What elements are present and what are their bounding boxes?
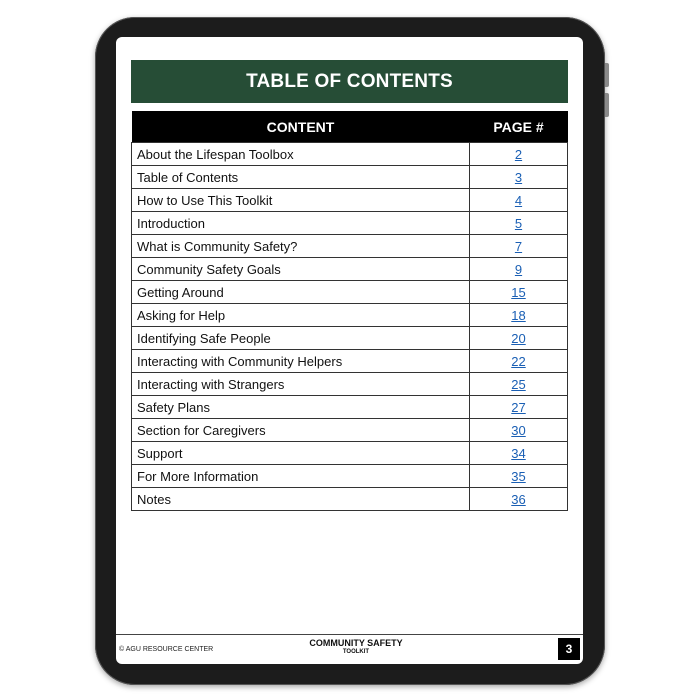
toc-entry-page-cell [470,166,568,189]
toc-entry-page-cell [470,304,568,327]
toc-entry-page-cell [470,350,568,373]
toc-row [132,143,568,166]
toc-entry-title: Interacting with Strangers [132,373,470,396]
toc-entry-title: Asking for Help [132,304,470,327]
footer-title [296,639,416,655]
toc-entry-page-cell [470,258,568,281]
page-column-header: PAGE # [470,111,568,143]
toc-row [132,327,568,350]
toc-entry-title: Notes [132,488,470,511]
toc-entry-title: About the Lifespan Toolbox [132,143,470,166]
toc-page-link[interactable]: 3 [514,169,523,185]
toc-table [131,111,568,511]
footer-title-sub: TOOLKIT [342,649,370,655]
toc-entry-page-cell [470,143,568,166]
toc-entry-page-cell [470,281,568,304]
toc-page-link[interactable]: 20 [511,330,526,346]
toc-row [132,212,568,235]
toc-entry-title: What is Community Safety? [132,235,470,258]
toc-entry-title: Interacting with Community Helpers [132,350,470,373]
toc-page-link[interactable]: 5 [514,215,523,231]
toc-entry-title: Community Safety Goals [132,258,470,281]
toc-row [132,189,568,212]
toc-row [132,304,568,327]
volume-down-button[interactable] [605,93,609,117]
toc-row [132,235,568,258]
toc-row [132,396,568,419]
toc-row [132,258,568,281]
toc-row [132,350,568,373]
toc-entry-title: For More Information [132,465,470,488]
toc-entry-page-cell [470,373,568,396]
toc-entry-page-cell [470,465,568,488]
toc-entry-title: Safety Plans [132,396,470,419]
toc-row [132,419,568,442]
toc-page-link[interactable]: 25 [511,376,526,392]
toc-body [132,143,568,511]
toc-row [132,488,568,511]
footer-title-main: COMMUNITY SAFETY [309,638,403,648]
toc-page-link[interactable]: 7 [514,238,523,254]
page-footer [116,634,583,664]
toc-page-link[interactable]: 2 [514,146,523,162]
toc-entry-title: How to Use This Toolkit [132,189,470,212]
toc-entry-page-cell [470,189,568,212]
toc-entry-title: Section for Caregivers [132,419,470,442]
page-number-badge: 3 [558,638,580,660]
toc-entry-page-cell [470,442,568,465]
tablet-frame [95,17,605,685]
page-title: TABLE OF CONTENTS [131,60,568,103]
toc-page-link[interactable]: 4 [514,192,523,208]
toc-page-link[interactable]: 22 [511,353,526,369]
toc-page-link[interactable]: 34 [511,445,526,461]
toc-row [132,465,568,488]
toc-entry-page-cell [470,327,568,350]
toc-page-link[interactable]: 18 [511,307,526,323]
toc-row [132,166,568,189]
toc-page-link[interactable]: 9 [514,261,523,277]
toc-entry-title: Table of Contents [132,166,470,189]
toc-page-link[interactable]: 27 [511,399,526,415]
toc-entry-page-cell [470,419,568,442]
toc-entry-title: Getting Around [132,281,470,304]
volume-up-button[interactable] [605,63,609,87]
content-column-header: CONTENT [132,111,470,143]
toc-entry-page-cell [470,396,568,419]
toc-page-link[interactable]: 35 [511,468,526,484]
toc-entry-page-cell [470,488,568,511]
toc-entry-page-cell [470,235,568,258]
toc-page-link[interactable]: 36 [511,491,526,507]
toc-entry-page-cell [470,212,568,235]
toc-page-link[interactable]: 15 [511,284,526,300]
toc-entry-title: Identifying Safe People [132,327,470,350]
toc-row [132,281,568,304]
toc-header-row [132,111,568,143]
toc-entry-title: Introduction [132,212,470,235]
tablet-screen [116,37,583,664]
toc-entry-title: Support [132,442,470,465]
toc-page-link[interactable]: 30 [511,422,526,438]
toc-row [132,442,568,465]
copyright-text: © AGU RESOURCE CENTER [119,646,214,653]
toc-row [132,373,568,396]
